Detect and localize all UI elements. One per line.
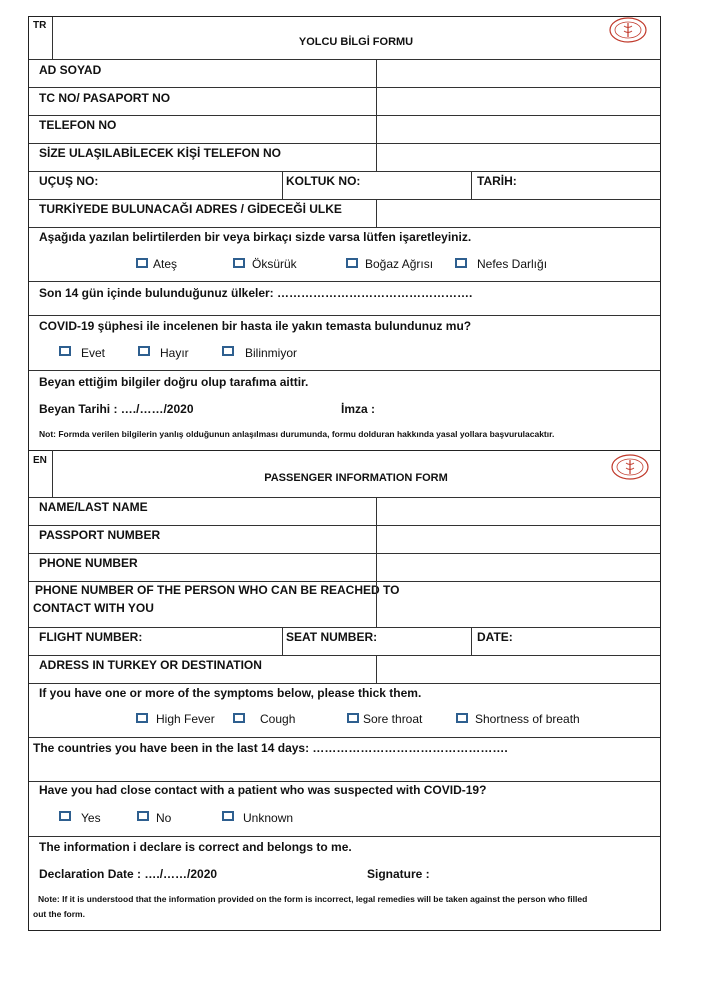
en-sore-throat-label: Sore throat — [363, 712, 423, 726]
tr-lang-label: TR — [33, 20, 47, 31]
en-signature[interactable]: Signature : — [367, 867, 430, 881]
en-unknown-label: Unknown — [243, 811, 294, 825]
tr-yes-label: Evet — [81, 346, 106, 360]
tr-unknown-checkbox[interactable] — [222, 346, 234, 356]
en-yes-label: Yes — [81, 811, 101, 825]
tr-covid-question: COVID-19 şüphesi ile incelenen bir hasta ile yakın temasta bulundunuz mu? — [39, 319, 472, 333]
tr-shortness-of-breath-checkbox[interactable] — [455, 258, 467, 268]
tr-flight-label: UÇUŞ NO: — [39, 174, 99, 188]
en-declaration-date[interactable]: Declaration Date : …./……/2020 — [39, 867, 218, 881]
tr-phone-label: TELEFON NO — [39, 118, 117, 132]
en-unknown-checkbox[interactable] — [222, 811, 234, 821]
en-cough-label: Cough — [260, 712, 296, 726]
tr-address-field[interactable] — [376, 199, 661, 227]
en-name-field[interactable] — [376, 497, 661, 525]
en-flight-label: FLIGHT NUMBER: — [39, 630, 143, 644]
en-passport-label: PASSPORT NUMBER — [39, 528, 161, 542]
en-no-checkbox[interactable] — [137, 811, 149, 821]
en-passport-field[interactable] — [376, 525, 661, 553]
tr-sore-throat-checkbox[interactable] — [346, 258, 358, 268]
ministry-logo-icon — [609, 17, 647, 43]
en-address-field[interactable] — [376, 655, 661, 683]
en-yes-checkbox[interactable] — [59, 811, 71, 821]
tr-date-label: TARİH: — [477, 174, 517, 188]
tr-shortness-of-breath-label: Nefes Darlığı — [477, 257, 548, 271]
tr-name-label: AD SOYAD — [39, 63, 102, 77]
en-countries-line[interactable]: The countries you have been in the last 14 days: …………………………………………. — [33, 741, 508, 755]
passenger-information-form — [28, 16, 661, 931]
en-symptoms-prompt: If you have one or more of the symptoms below, please thick them. — [39, 686, 422, 700]
tr-cough-label: Öksürük — [252, 257, 297, 271]
en-shortness-of-breath-checkbox[interactable] — [456, 713, 468, 723]
en-contact-phone-field[interactable] — [376, 581, 661, 627]
tr-declaration: Beyan ettiğim bilgiler doğru olup tarafıma aittir. — [39, 375, 309, 389]
en-contact-phone-label-line2: CONTACT WITH YOU — [33, 601, 154, 615]
en-legal-note-line2: out the form. — [33, 909, 85, 919]
tr-sore-throat-label: Boğaz Ağrısı — [365, 257, 434, 271]
en-address-label: ADRESS IN TURKEY OR DESTINATION — [39, 658, 262, 672]
tr-phone-field[interactable] — [376, 115, 661, 143]
en-seat-label: SEAT NUMBER: — [286, 630, 378, 644]
tr-fever-label: Ateş — [153, 257, 178, 271]
tr-cough-checkbox[interactable] — [233, 258, 245, 268]
ministry-logo-icon — [611, 454, 649, 480]
en-cough-checkbox[interactable] — [233, 713, 245, 723]
en-no-label: No — [156, 811, 172, 825]
tr-yes-checkbox[interactable] — [59, 346, 71, 356]
tr-no-checkbox[interactable] — [138, 346, 150, 356]
en-sore-throat-checkbox[interactable] — [347, 713, 359, 723]
en-high-fever-checkbox[interactable] — [136, 713, 148, 723]
en-lang-label: EN — [33, 455, 47, 466]
tr-legal-note: Not: Formda verilen bilgilerin yanlış olduğunun anlaşılması durumunda, formu dolduran hakkında yasal yollara başvurulacaktır. — [39, 429, 555, 439]
tr-fever-checkbox[interactable] — [136, 258, 148, 268]
tr-unknown-label: Bilinmiyor — [245, 346, 298, 360]
en-declaration: The information i declare is correct and belongs to me. — [39, 840, 352, 854]
tr-name-field[interactable] — [376, 59, 661, 87]
en-covid-question: Have you had close contact with a patient who was suspected with COVID-19? — [39, 783, 487, 797]
tr-id-field[interactable] — [376, 87, 661, 115]
en-form-title: PASSENGER INFORMATION FORM — [264, 472, 448, 484]
en-name-label: NAME/LAST NAME — [39, 500, 148, 514]
tr-seat-label: KOLTUK NO: — [286, 174, 361, 188]
tr-form-title: YOLCU BİLGİ FORMU — [298, 36, 414, 48]
en-shortness-of-breath-label: Shortness of breath — [475, 712, 580, 726]
en-high-fever-label: High Fever — [156, 712, 215, 726]
en-phone-field[interactable] — [376, 553, 661, 581]
tr-id-label: TC NO/ PASAPORT NO — [39, 91, 171, 105]
tr-declaration-date[interactable]: Beyan Tarihi : …./……/2020 — [39, 402, 194, 416]
en-legal-note-line1: Note: If it is understood that the information provided on the form is incorrect, legal remedies will be taken against the person who filled — [38, 894, 588, 904]
en-contact-phone-label-line1: PHONE NUMBER OF THE PERSON WHO CAN BE REACHED TO — [35, 583, 400, 597]
tr-contact-phone-field[interactable] — [376, 143, 661, 171]
tr-address-label: TURKİYEDE BULUNACAĞI ADRES / GİDECEĞİ ULKE — [39, 202, 342, 216]
tr-signature[interactable]: İmza : — [341, 402, 376, 416]
tr-no-label: Hayır — [160, 346, 189, 360]
en-phone-label: PHONE NUMBER — [39, 556, 138, 570]
tr-contact-phone-label: SİZE ULAŞILABİLECEK KİŞİ TELEFON NO — [39, 146, 282, 160]
tr-countries-line[interactable]: Son 14 gün içinde bulunduğunuz ülkeler: …………………………………………. — [39, 286, 473, 300]
tr-symptoms-prompt: Aşağıda yazılan belirtilerden bir veya birkaçı sizde varsa lütfen işaretleyiniz. — [39, 230, 472, 244]
en-date-label: DATE: — [477, 630, 513, 644]
